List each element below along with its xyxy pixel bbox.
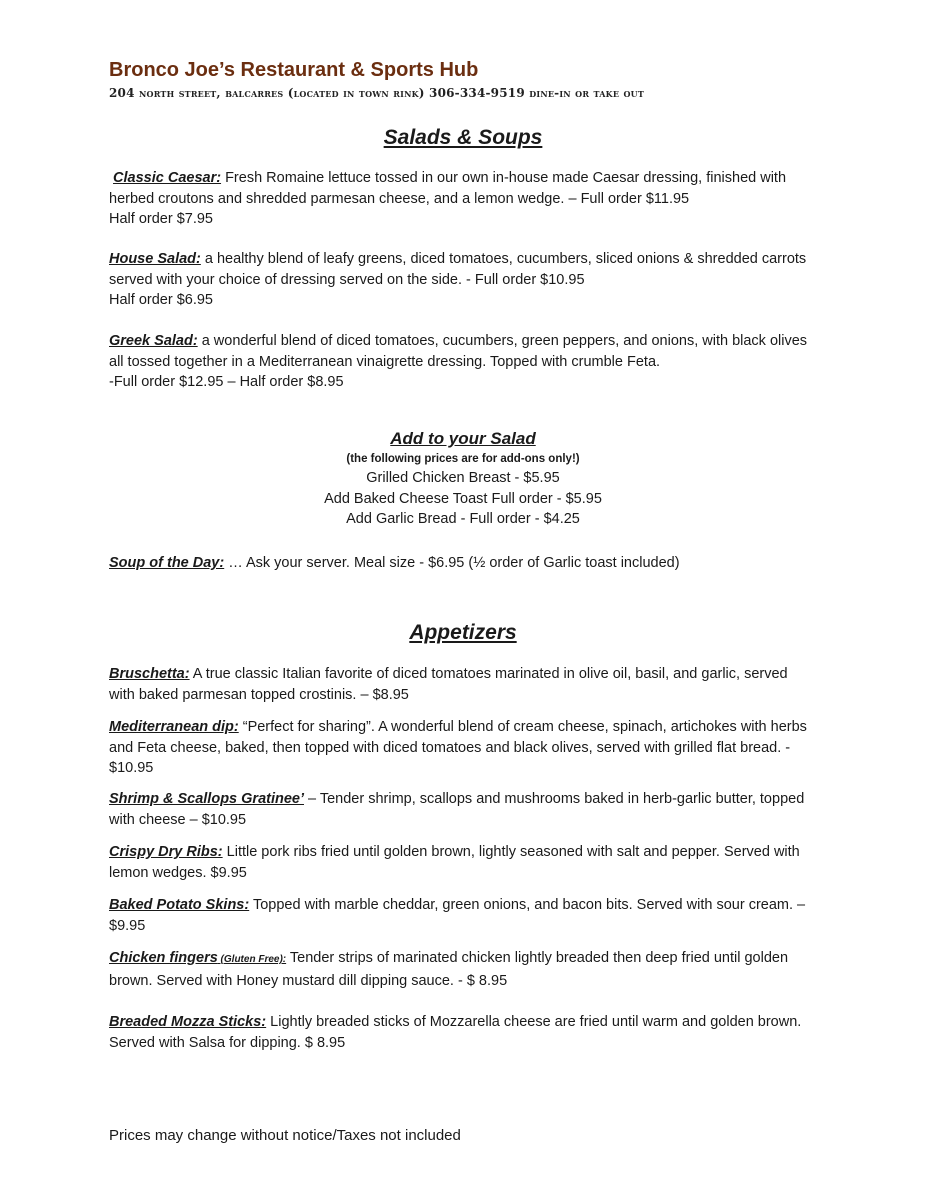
addon-line: Add Baked Cheese Toast Full order - $5.95 (324, 490, 602, 507)
item-desc: Tender strips of marinated chicken lightly breaded then deep fried until golden brown. Served with Honey mustard dill dipping sauce. - $ 8.95 (109, 950, 789, 989)
salad-item-house (109, 249, 809, 311)
item-desc: A true classic Italian favorite of diced tomatoes marinated in olive oil, basil, and garlic, served with baked parmesan topped crostinis. – $8.95 (109, 666, 788, 703)
item-name: Soup of the Day: (109, 555, 225, 571)
appetizer-item (109, 664, 809, 705)
item-desc: Lightly breaded sticks of Mozzarella cheese are fried until warm and golden brown. Served with Salsa for dipping. $ 8.95 (109, 1014, 802, 1051)
item-name: Crispy Dry Ribs: (109, 844, 223, 860)
addon-line: Grilled Chicken Breast - $5.95 (366, 470, 560, 486)
item-name: Classic Caesar: (113, 170, 222, 186)
appetizer-item (109, 1012, 809, 1053)
item-name: Shrimp & Scallops Gratinee’ (109, 791, 304, 807)
item-name: Greek Salad: (109, 333, 198, 349)
salad-item-caesar (109, 168, 809, 230)
item-desc: a healthy blend of leafy greens, diced tomatoes, cucumbers, sliced onions & shredded carrots served with your choice of dressing served on the side. - Full order $10.95 (109, 251, 807, 288)
appetizer-item (109, 717, 809, 779)
salads-heading: Salads & Soups (383, 126, 543, 149)
item-desc: … Ask your server. Meal size - $6.95 (½ order of Garlic toast included) (224, 555, 680, 571)
item-tag: (Gluten Free): (217, 954, 287, 965)
item-name: Mediterranean dip: (109, 719, 239, 735)
appetizer-item (109, 789, 809, 830)
soup-of-the-day (109, 553, 809, 574)
appetizer-item (109, 842, 809, 883)
item-desc: Topped with marble cheddar, green onions, and bacon bits. Served with sour cream. – $9.95 (109, 897, 806, 934)
salad-item-greek (109, 331, 809, 393)
item-desc: Little pork ribs fried until golden brown, lightly seasoned with salt and pepper. Served with lemon wedges. $9.95 (109, 844, 800, 881)
addons-note: (the following prices are for add-ons only!) (346, 453, 580, 465)
item-desc: “Perfect for sharing”. A wonderful blend of cream cheese, spinach, artichokes with herbs and Feta cheese, baked, then topped with diced tomatoes and black olives, served with grilled flat bread. - $10.95 (109, 719, 807, 776)
item-name: Bruschetta: (109, 666, 190, 682)
addons-heading: Add to your Salad (390, 429, 536, 448)
item-name: Breaded Mozza Sticks: (109, 1014, 267, 1030)
item-desc: – Tender shrimp, scallops and mushrooms baked in herb-garlic butter, topped with cheese – $10.95 (109, 791, 805, 828)
item-extra: Half order $6.95 (109, 292, 213, 308)
appetizer-item (109, 948, 809, 991)
item-name: Baked Potato Skins: (109, 897, 250, 913)
item-extra: -Full order $12.95 – Half order $8.95 (109, 374, 344, 390)
appetizers-heading: Appetizers (409, 621, 517, 644)
restaurant-title: Bronco Joe’s Restaurant & Sports Hub (109, 59, 479, 81)
address-line: 204 north street, balcarres (located in town rink) 306-334-9519 dine-in or take out (109, 86, 645, 100)
salad-addons (109, 428, 817, 530)
footer-note: Prices may change without notice/Taxes not included (109, 1127, 461, 1144)
addon-line: Add Garlic Bread - Full order - $4.25 (346, 511, 580, 527)
appetizer-item (109, 895, 809, 936)
item-extra: Half order $7.95 (109, 211, 213, 227)
item-name: House Salad: (109, 251, 201, 267)
item-desc: Fresh Romaine lettuce tossed in our own in-house made Caesar dressing, finished with herbed croutons and shredded parmesan cheese, and a lemon wedge. – Full order $11.95 (109, 170, 787, 207)
item-name: Chicken fingers (109, 950, 218, 966)
item-desc: a wonderful blend of diced tomatoes, cucumbers, green peppers, and onions, with black olives all tossed together in a Mediterranean vinaigrette dressing. Topped with crumble Feta. (109, 333, 808, 370)
